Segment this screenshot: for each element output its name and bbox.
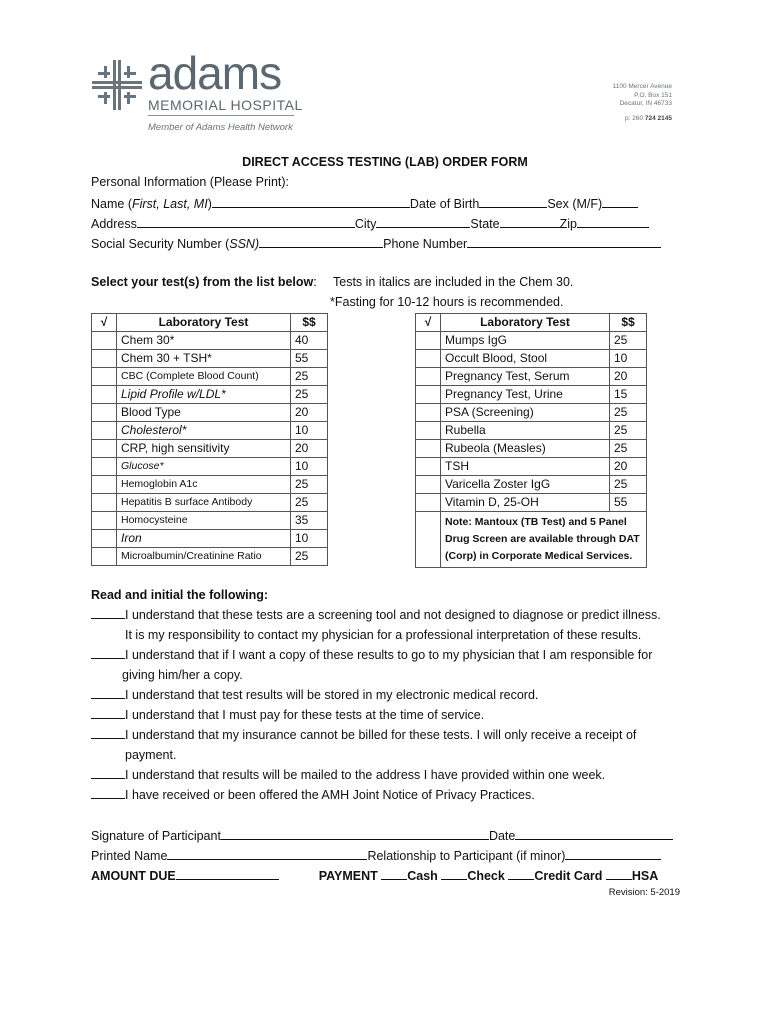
test-checkbox[interactable]: [416, 350, 441, 368]
table-row[interactable]: [416, 458, 647, 476]
test-column-header: Laboratory Test: [441, 314, 610, 332]
initial-field[interactable]: [91, 706, 125, 719]
check-column-header: √: [92, 314, 117, 332]
test-price: 20: [610, 368, 647, 386]
test-name: TSH: [441, 458, 610, 476]
table-row[interactable]: [92, 350, 328, 368]
test-name: PSA (Screening): [441, 404, 610, 422]
test-checkbox[interactable]: [416, 368, 441, 386]
table-row[interactable]: [92, 368, 328, 386]
table-row[interactable]: [92, 404, 328, 422]
test-checkbox[interactable]: [92, 350, 117, 368]
table-row[interactable]: [92, 386, 328, 404]
test-price: 25: [610, 440, 647, 458]
test-name: Lipid Profile w/LDL*: [117, 386, 291, 404]
test-checkbox[interactable]: [92, 548, 117, 566]
form-title: DIRECT ACCESS TESTING (LAB) ORDER FORM: [242, 155, 528, 169]
initial-field[interactable]: [91, 786, 125, 799]
test-price: 25: [291, 368, 328, 386]
test-checkbox[interactable]: [92, 494, 117, 512]
test-price: 10: [291, 458, 328, 476]
test-checkbox[interactable]: [92, 404, 117, 422]
mantoux-note: Note: Mantoux (TB Test) and 5 Panel Drug Screen are available through DAT (Corp) in Corporate Medical Services.: [441, 512, 647, 568]
test-price: 15: [610, 386, 647, 404]
initial-field[interactable]: [91, 766, 125, 779]
table-row[interactable]: [416, 494, 647, 512]
test-checkbox[interactable]: [92, 440, 117, 458]
signature-field[interactable]: [221, 827, 489, 840]
credit-card-field[interactable]: [508, 867, 534, 880]
ack-item: I understand that results will be mailed to the address I have provided within one week.: [91, 765, 661, 785]
test-checkbox[interactable]: [416, 332, 441, 350]
address-field[interactable]: [137, 215, 355, 228]
table-row[interactable]: [416, 440, 647, 458]
address-row: Address City State Zip: [91, 215, 649, 231]
name-dob-sex-row: Name (First, Last, MI) Date of Birth Sex (M/F): [91, 195, 638, 211]
test-name: Pregnancy Test, Urine: [441, 386, 610, 404]
test-name: Occult Blood, Stool: [441, 350, 610, 368]
test-checkbox[interactable]: [92, 530, 117, 548]
test-name: Glucose*: [117, 458, 291, 476]
test-price: 25: [610, 332, 647, 350]
test-price: 20: [610, 458, 647, 476]
fasting-note: *Fasting for 10-12 hours is recommended.: [330, 295, 564, 309]
ack-item: I have received or been offered the AMH Joint Notice of Privacy Practices.: [91, 785, 661, 805]
table-row[interactable]: [92, 512, 328, 530]
ack-item-cont: payment.: [125, 748, 177, 762]
test-price: 10: [291, 422, 328, 440]
price-column-header: $$: [610, 314, 647, 332]
test-checkbox[interactable]: [92, 332, 117, 350]
dob-field[interactable]: [479, 195, 547, 208]
date-field[interactable]: [515, 827, 673, 840]
name-field[interactable]: [212, 195, 410, 208]
test-price: 25: [291, 386, 328, 404]
brand-subtitle: MEMORIAL HOSPITAL: [148, 97, 303, 113]
test-checkbox[interactable]: [416, 494, 441, 512]
test-price: 10: [610, 350, 647, 368]
test-name: Rubeola (Measles): [441, 440, 610, 458]
personal-info-heading: Personal Information (Please Print):: [91, 175, 290, 189]
ack-item: I understand that if I want a copy of these results to go to my physician that I am responsible for: [91, 645, 661, 665]
brand-name: adams: [148, 47, 282, 99]
test-name: Chem 30*: [117, 332, 291, 350]
table-row[interactable]: [92, 440, 328, 458]
test-price: 25: [291, 548, 328, 566]
check-column-header: √: [416, 314, 441, 332]
table-row[interactable]: [416, 476, 647, 494]
test-price: 25: [291, 476, 328, 494]
ack-item-cont: It is my responsibility to contact my physician for a professional interpretation of these results.: [125, 628, 642, 642]
city-field[interactable]: [376, 215, 470, 228]
check-field[interactable]: [441, 867, 467, 880]
table-row[interactable]: [416, 422, 647, 440]
initial-field[interactable]: [91, 646, 125, 659]
table-row[interactable]: [92, 494, 328, 512]
test-checkbox[interactable]: [416, 404, 441, 422]
test-name: Blood Type: [117, 404, 291, 422]
network-tagline: Member of Adams Health Network: [148, 122, 293, 133]
test-checkbox[interactable]: [92, 368, 117, 386]
initial-field[interactable]: [91, 686, 125, 699]
test-name: Homocysteine: [117, 512, 291, 530]
test-price: 10: [291, 530, 328, 548]
test-name: Hepatitis B surface Antibody: [117, 494, 291, 512]
table-row[interactable]: [416, 350, 647, 368]
table-row[interactable]: [416, 404, 647, 422]
table-row[interactable]: [92, 332, 328, 350]
table-row[interactable]: [92, 548, 328, 566]
test-price: 35: [291, 512, 328, 530]
hospital-logo-icon: [92, 60, 142, 110]
test-name: CRP, high sensitivity: [117, 440, 291, 458]
initial-field[interactable]: [91, 726, 125, 739]
test-checkbox[interactable]: [92, 476, 117, 494]
test-name: Mumps IgG: [441, 332, 610, 350]
test-price: 20: [291, 440, 328, 458]
cash-field[interactable]: [381, 867, 407, 880]
test-checkbox[interactable]: [416, 458, 441, 476]
test-name: CBC (Complete Blood Count): [117, 368, 291, 386]
table-row[interactable]: [416, 332, 647, 350]
table-header-row: [92, 314, 328, 332]
test-checkbox[interactable]: [92, 512, 117, 530]
test-price: 40: [291, 332, 328, 350]
relationship-field[interactable]: [565, 847, 661, 860]
table-row[interactable]: [92, 458, 328, 476]
table-row[interactable]: [416, 386, 647, 404]
ack-item: I understand that test results will be stored in my electronic medical record.: [91, 685, 661, 705]
ssn-field[interactable]: [259, 235, 383, 248]
test-name: Hemoglobin A1c: [117, 476, 291, 494]
test-checkbox[interactable]: [416, 422, 441, 440]
initial-field[interactable]: [91, 606, 125, 619]
table-row[interactable]: [92, 476, 328, 494]
brand-divider: [148, 115, 294, 116]
test-price: 55: [610, 494, 647, 512]
payment-row: AMOUNT DUE PAYMENT Cash Check Credit Card HSA: [91, 869, 659, 883]
test-name: Cholesterol*: [117, 422, 291, 440]
acknowledgements-heading: Read and initial the following:: [91, 588, 269, 602]
printed-name-field[interactable]: [167, 847, 367, 860]
test-checkbox[interactable]: [92, 422, 117, 440]
acknowledgements-section: [91, 585, 661, 805]
test-name: Iron: [117, 530, 291, 548]
test-checkbox[interactable]: [92, 458, 117, 476]
test-price: 55: [291, 350, 328, 368]
test-column-header: Laboratory Test: [117, 314, 291, 332]
test-checkbox[interactable]: [416, 386, 441, 404]
test-name: Chem 30 + TSH*: [117, 350, 291, 368]
test-name: Rubella: [441, 422, 610, 440]
hsa-field[interactable]: [606, 867, 632, 880]
table-row[interactable]: [92, 422, 328, 440]
hospital-address: 1100 Mercer Avenue P.O. Box 151 Decatur, IN 46733: [612, 83, 672, 107]
printed-name-row: Printed Name Relationship to Participant (if minor): [91, 847, 661, 863]
table-row[interactable]: [92, 530, 328, 548]
italics-note: Tests in italics are included in the Chem 30.: [333, 275, 574, 289]
hospital-phone: p: 260 724 2145: [624, 115, 672, 122]
test-name: Microalbumin/Creatinine Ratio: [117, 548, 291, 566]
table-row[interactable]: [416, 368, 647, 386]
ack-item: I understand that my insurance cannot be billed for these tests. I will only receive a receipt of: [91, 725, 661, 745]
state-field[interactable]: [500, 215, 560, 228]
price-column-header: $$: [291, 314, 328, 332]
lab-tests-table-right: [415, 313, 647, 568]
lab-tests-table-left: [91, 313, 328, 566]
ack-item: I understand that I must pay for these tests at the time of service.: [91, 705, 661, 725]
zip-field[interactable]: [577, 215, 649, 228]
test-checkbox[interactable]: [416, 440, 441, 458]
test-price: 20: [291, 404, 328, 422]
sex-field[interactable]: [602, 195, 638, 208]
ssn-phone-row: Social Security Number (SSN) Phone Number: [91, 235, 661, 251]
test-name: Vitamin D, 25-OH: [441, 494, 610, 512]
test-price: 25: [610, 422, 647, 440]
test-price: 25: [610, 476, 647, 494]
test-checkbox[interactable]: [92, 386, 117, 404]
revision-label: Revision: 5-2019: [608, 887, 680, 898]
test-name: Varicella Zoster IgG: [441, 476, 610, 494]
select-tests-label: Select your test(s) from the list below:: [91, 275, 317, 289]
test-price: 25: [291, 494, 328, 512]
test-checkbox[interactable]: [416, 476, 441, 494]
signature-row: Signature of Participant Date: [91, 827, 673, 843]
note-row: [416, 512, 647, 568]
phone-field[interactable]: [467, 235, 661, 248]
test-price: 25: [610, 404, 647, 422]
amount-due-field[interactable]: [176, 867, 279, 880]
ack-item-cont: giving him/her a copy.: [122, 668, 243, 682]
ack-item: I understand that these tests are a screening tool and not designed to diagnose or predict illness.: [91, 605, 661, 625]
table-header-row: [416, 314, 647, 332]
test-name: Pregnancy Test, Serum: [441, 368, 610, 386]
